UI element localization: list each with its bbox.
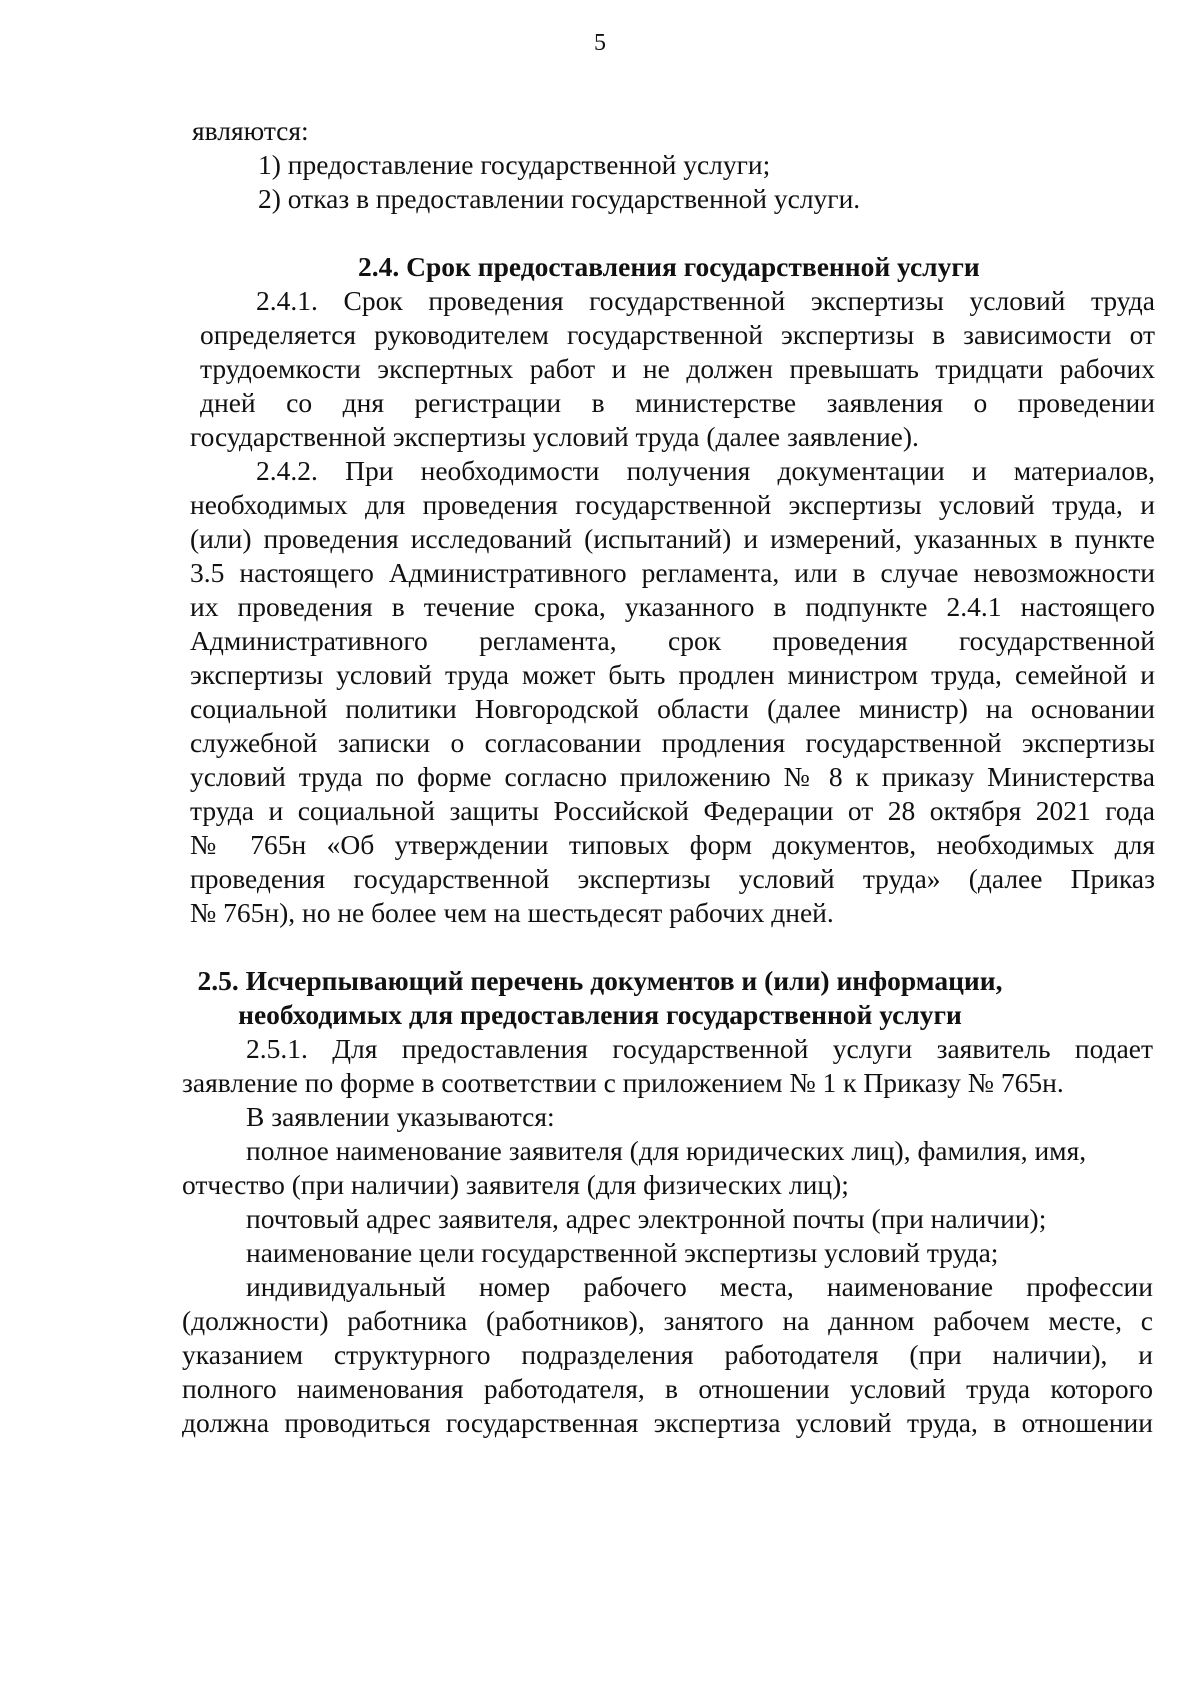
paragraph-line: необходимых для проведения государственной экспертизы условий труда, и <box>190 489 1155 520</box>
paragraph-line: заявление по форме в соответствии с приложением № 1 к Приказу № 765н. <box>182 1067 1064 1098</box>
paragraph-line: экспертизы условий труда может быть продлен министром труда, семейной и <box>190 659 1155 690</box>
list-item: наименование цели государственной экспертизы условий труда; <box>246 1237 999 1268</box>
list-item: полное наименование заявителя (для юридических лиц), фамилия, имя, <box>246 1135 1087 1166</box>
paragraph-line: трудоемкости экспертных работ и не должен превышать тридцати рабочих <box>200 353 1155 384</box>
list-item: должна проводиться государственная экспертиза условий труда, в отношении <box>182 1407 1153 1438</box>
section-heading-2-5: 2.5. Исчерпывающий перечень документов и (или) информации, <box>197 965 1003 996</box>
page-number: 5 <box>594 30 606 56</box>
paragraph-line: 2.4.2. При необходимости получения документации и материалов, <box>256 455 1155 486</box>
paragraph-line: социальной политики Новгородской области (далее министр) на основании <box>190 693 1155 724</box>
paragraph-line: 2.4.1. Срок проведения государственной экспертизы условий труда <box>256 285 1155 316</box>
paragraph-line: условий труда по форме согласно приложению № 8 к приказу Министерства <box>190 761 1155 792</box>
paragraph-line: Административного регламента, срок проведения государственной <box>190 625 1155 656</box>
paragraph-line: определяется руководителем государственной экспертизы в зависимости от <box>200 319 1155 350</box>
paragraph-line: проведения государственной экспертизы условий труда» (далее Приказ <box>190 863 1155 894</box>
list-item: индивидуальный номер рабочего места, наименование профессии <box>246 1271 1153 1302</box>
list-item: отчество (при наличии) заявителя (для физических лиц); <box>182 1169 849 1200</box>
paragraph-line: В заявлении указываются: <box>246 1101 555 1132</box>
list-item: 1) предоставление государственной услуги; <box>258 149 771 180</box>
paragraph-line: их проведения в течение срока, указанного в подпункте 2.4.1 настоящего <box>190 591 1155 622</box>
paragraph-line: дней со дня регистрации в министерстве заявления о проведении <box>200 387 1155 418</box>
list-item: (должности) работника (работников), занятого на данном рабочем месте, с <box>182 1305 1153 1336</box>
section-heading-2-5: необходимых для предоставления государственной услуги <box>238 999 962 1030</box>
list-item: почтовый адрес заявителя, адрес электронной почты (при наличии); <box>246 1203 1047 1234</box>
section-heading-2-4: 2.4. Срок предоставления государственной услуги <box>358 251 980 282</box>
list-item: указанием структурного подразделения работодателя (при наличии), и <box>182 1339 1153 1370</box>
paragraph-line: (или) проведения исследований (испытаний) и измерений, указанных в пункте <box>190 523 1155 554</box>
paragraph-line: служебной записки о согласовании продления государственной экспертизы <box>190 727 1155 758</box>
paragraph-line: труда и социальной защиты Российской Федерации от 28 октября 2021 года <box>190 795 1155 826</box>
intro-line: являются: <box>192 115 309 146</box>
paragraph-line: № 765н), но не более чем на шестьдесят рабочих дней. <box>190 897 834 928</box>
list-item: 2) отказ в предоставлении государственной услуги. <box>258 183 861 214</box>
paragraph-line: № 765н «Об утверждении типовых форм документов, необходимых для <box>190 829 1155 860</box>
paragraph-line: государственной экспертизы условий труда (далее заявление). <box>190 421 919 452</box>
paragraph-line: 3.5 настоящего Административного регламента, или в случае невозможности <box>190 557 1155 588</box>
list-item: полного наименования работодателя, в отношении условий труда которого <box>182 1373 1153 1404</box>
paragraph-line: 2.5.1. Для предоставления государственной услуги заявитель подает <box>246 1033 1153 1064</box>
